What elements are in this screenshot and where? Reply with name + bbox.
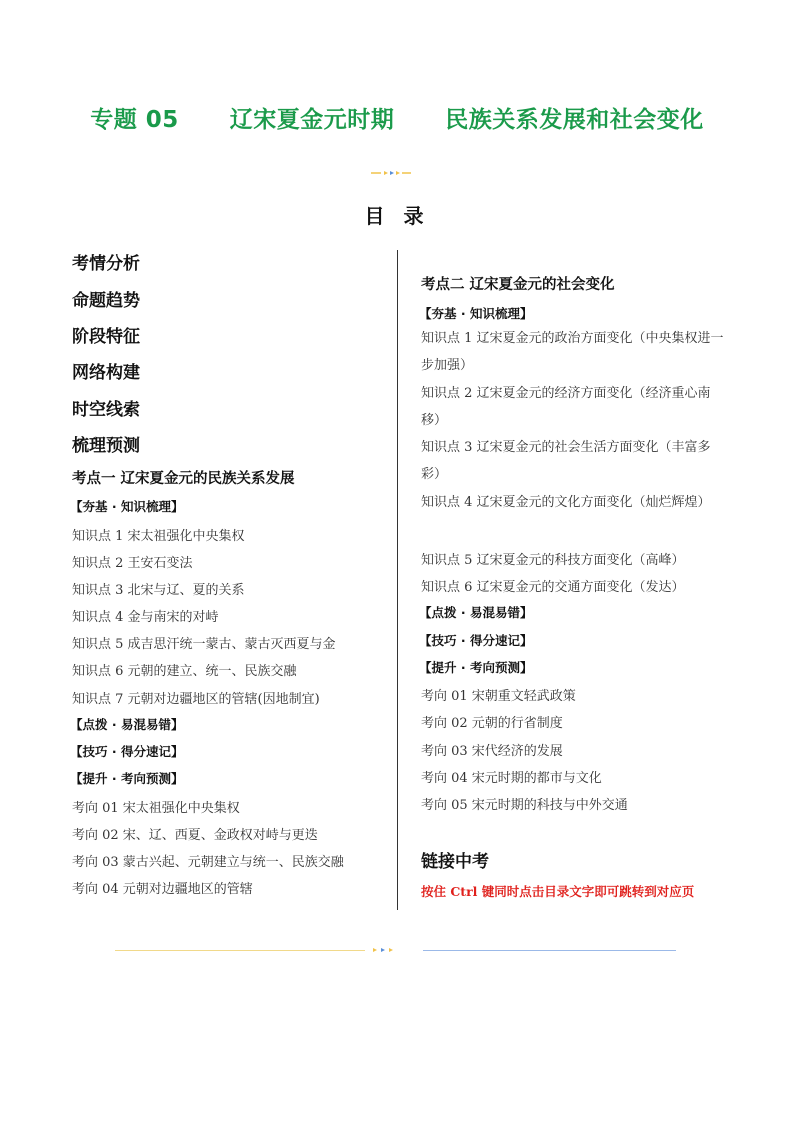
ctrl-jump-note: 按住 Ctrl 键同时点击目录文字即可跳转到对应页 xyxy=(421,884,695,899)
toc-link-item[interactable]: 知识点 5 辽宋夏金元的科技方面变化（高峰） xyxy=(421,553,685,568)
toc-link-item[interactable]: 知识点 2 辽宋夏金元的经济方面变化（经济重心南移） xyxy=(421,386,711,428)
title-ornament xyxy=(371,170,411,176)
toc-link-jieduan[interactable]: 阶段特征 xyxy=(72,327,140,347)
column-divider xyxy=(397,250,398,910)
toc-link-jiqiao[interactable]: 【技巧 · 得分速记】 xyxy=(70,744,184,759)
toc-link-dianbo[interactable]: 【点拨 · 易混易错】 xyxy=(70,717,184,732)
footer-rule-right xyxy=(423,950,676,951)
toc-link-item[interactable]: 知识点 6 元朝的建立、统一、民族交融 xyxy=(72,664,297,679)
toc-link-item[interactable]: 知识点 4 金与南宋的对峙 xyxy=(72,610,219,625)
toc-link-item[interactable]: 知识点 7 元朝对边疆地区的管辖(因地制宜) xyxy=(72,692,320,707)
toc-link-zhongkao[interactable]: 链接中考 xyxy=(421,852,489,872)
toc-link-item[interactable]: 知识点 3 辽宋夏金元的社会生活方面变化（丰富多彩） xyxy=(421,440,711,482)
toc-link-item[interactable]: 知识点 5 成吉思汗统一蒙古、蒙古灭西夏与金 xyxy=(72,637,336,652)
toc-link-shikong[interactable]: 时空线索 xyxy=(72,400,140,420)
toc-link-kaoxiang[interactable]: 考向 03 蒙古兴起、元朝建立与统一、民族交融 xyxy=(72,855,344,870)
toc-link-shuli[interactable]: 梳理预测 xyxy=(72,436,140,456)
toc-link-item[interactable]: 知识点 1 宋太祖强化中央集权 xyxy=(72,529,245,544)
toc-link-tisheng[interactable]: 【提升 · 考向预测】 xyxy=(419,660,533,675)
toc-link-tisheng[interactable]: 【提升 · 考向预测】 xyxy=(70,771,184,786)
toc-link-dianbo[interactable]: 【点拨 · 易混易错】 xyxy=(419,605,533,620)
toc-link-jichu[interactable]: 【夯基 · 知识梳理】 xyxy=(419,306,533,321)
toc-link-kaoxiang[interactable]: 考向 03 宋代经济的发展 xyxy=(421,744,563,759)
toc-link-item[interactable]: 知识点 1 辽宋夏金元的政治方面变化（中央集权进一步加强） xyxy=(421,331,724,373)
document-title: 专题 05 辽宋夏金元时期 民族关系发展和社会变化 xyxy=(90,107,704,133)
toc-link-kaoxiang[interactable]: 考向 05 宋元时期的科技与中外交通 xyxy=(421,798,628,813)
toc-link-item[interactable]: 知识点 2 王安石变法 xyxy=(72,556,193,571)
toc-link-item[interactable]: 知识点 6 辽宋夏金元的交通方面变化（发达） xyxy=(421,580,685,595)
toc-link-wangluo[interactable]: 网络构建 xyxy=(72,363,140,383)
toc-link-kaodian2[interactable]: 考点二 辽宋夏金元的社会变化 xyxy=(421,277,615,293)
toc-link-kaoxiang[interactable]: 考向 01 宋朝重文轻武政策 xyxy=(421,689,576,704)
toc-link-kaoxiang[interactable]: 考向 04 元朝对边疆地区的管辖 xyxy=(72,882,253,897)
toc-link-item[interactable]: 知识点 3 北宋与辽、夏的关系 xyxy=(72,583,245,598)
toc-link-mingti[interactable]: 命题趋势 xyxy=(72,291,140,311)
toc-heading: 目 录 xyxy=(364,204,430,228)
footer-ornament xyxy=(371,947,411,953)
toc-link-item[interactable]: 知识点 4 辽宋夏金元的文化方面变化（灿烂辉煌） xyxy=(421,495,711,510)
toc-link-kaoqing[interactable]: 考情分析 xyxy=(72,254,140,274)
toc-link-kaoxiang[interactable]: 考向 01 宋太祖强化中央集权 xyxy=(72,801,240,816)
toc-link-jiqiao[interactable]: 【技巧 · 得分速记】 xyxy=(419,633,533,648)
toc-link-kaoxiang[interactable]: 考向 04 宋元时期的都市与文化 xyxy=(421,771,602,786)
footer-rule-left xyxy=(115,950,365,951)
toc-link-kaoxiang[interactable]: 考向 02 宋、辽、西夏、金政权对峙与更迭 xyxy=(72,828,318,843)
toc-link-jichu[interactable]: 【夯基 · 知识梳理】 xyxy=(70,499,184,514)
toc-link-kaodian1[interactable]: 考点一 辽宋夏金元的民族关系发展 xyxy=(72,471,295,487)
toc-link-kaoxiang[interactable]: 考向 02 元朝的行省制度 xyxy=(421,716,563,731)
